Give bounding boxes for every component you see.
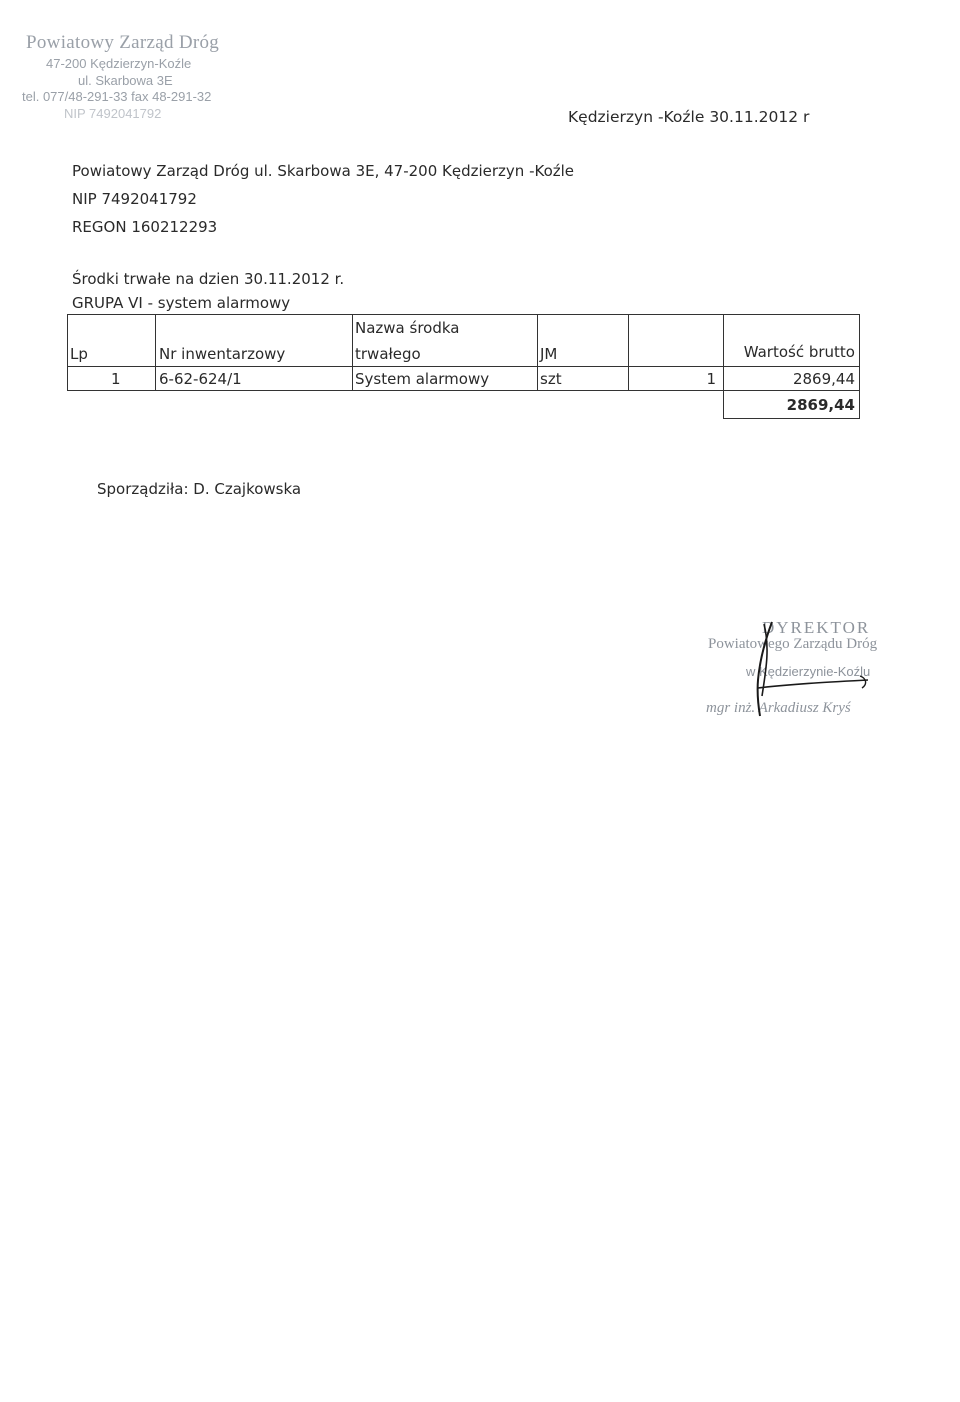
letterhead-nip: NIP 7492041792 xyxy=(64,106,162,121)
header-inventory-number: Nr inwentarzowy xyxy=(159,345,286,363)
table-border-left xyxy=(67,314,68,391)
nip-line: NIP 7492041792 xyxy=(72,190,197,208)
letterhead-name: Powiatowy Zarząd Dróg xyxy=(26,32,220,53)
letterhead-address: 47-200 Kędzierzyn-Koźle xyxy=(46,56,192,71)
organization-line: Powiatowy Zarząd Dróg ul. Skarbowa 3E, 47-200 Kędzierzyn -Koźle xyxy=(72,162,575,180)
col-divider xyxy=(723,314,724,419)
row-lp: 1 xyxy=(111,370,121,388)
row-gross-value: 2869,44 xyxy=(792,370,855,388)
director-city-line: w Kędzierzynie-Koźlu xyxy=(746,664,871,679)
row-quantity: 1 xyxy=(706,370,716,388)
row-asset-name: System alarmowy xyxy=(355,370,490,388)
director-title: DYREKTOR xyxy=(762,618,871,637)
prepared-by: Sporządziła: D. Czajkowska xyxy=(97,480,302,498)
table-border-bottom xyxy=(67,390,860,391)
row-unit: szt xyxy=(540,370,562,388)
header-asset-name-line2: trwałego xyxy=(355,345,421,363)
row-inventory-number: 6-62-624/1 xyxy=(159,370,242,388)
signature-icon xyxy=(700,618,940,738)
table-row-divider xyxy=(67,366,860,367)
letterhead-phone: tel. 077/48-291-33 fax 48-291-32 xyxy=(22,89,212,104)
total-border-bottom xyxy=(723,418,860,419)
assets-title: Środki trwałe na dzien 30.11.2012 r. xyxy=(72,270,345,288)
col-divider xyxy=(155,314,156,391)
assets-table xyxy=(67,314,860,424)
director-office-line: Powiatowego Zarządu Dróg xyxy=(708,636,878,652)
table-border-right xyxy=(859,314,860,419)
col-divider xyxy=(537,314,538,391)
col-divider xyxy=(352,314,353,391)
document-date: Kędzierzyn -Koźle 30.11.2012 r xyxy=(568,108,810,126)
director-name: mgr inż. Arkadiusz Kryś xyxy=(706,700,851,716)
header-asset-name: Nazwa środka xyxy=(355,319,460,337)
header-lp: Lp xyxy=(70,345,88,363)
letterhead-street: ul. Skarbowa 3E xyxy=(78,73,173,88)
group-title: GRUPA VI - system alarmowy xyxy=(72,294,291,312)
col-divider xyxy=(628,314,629,391)
regon-line: REGON 160212293 xyxy=(72,218,218,236)
header-gross-value: Wartość brutto xyxy=(743,343,855,361)
header-unit: JM xyxy=(540,345,558,363)
total-gross-value: 2869,44 xyxy=(786,396,855,414)
table-border-top xyxy=(67,314,860,315)
